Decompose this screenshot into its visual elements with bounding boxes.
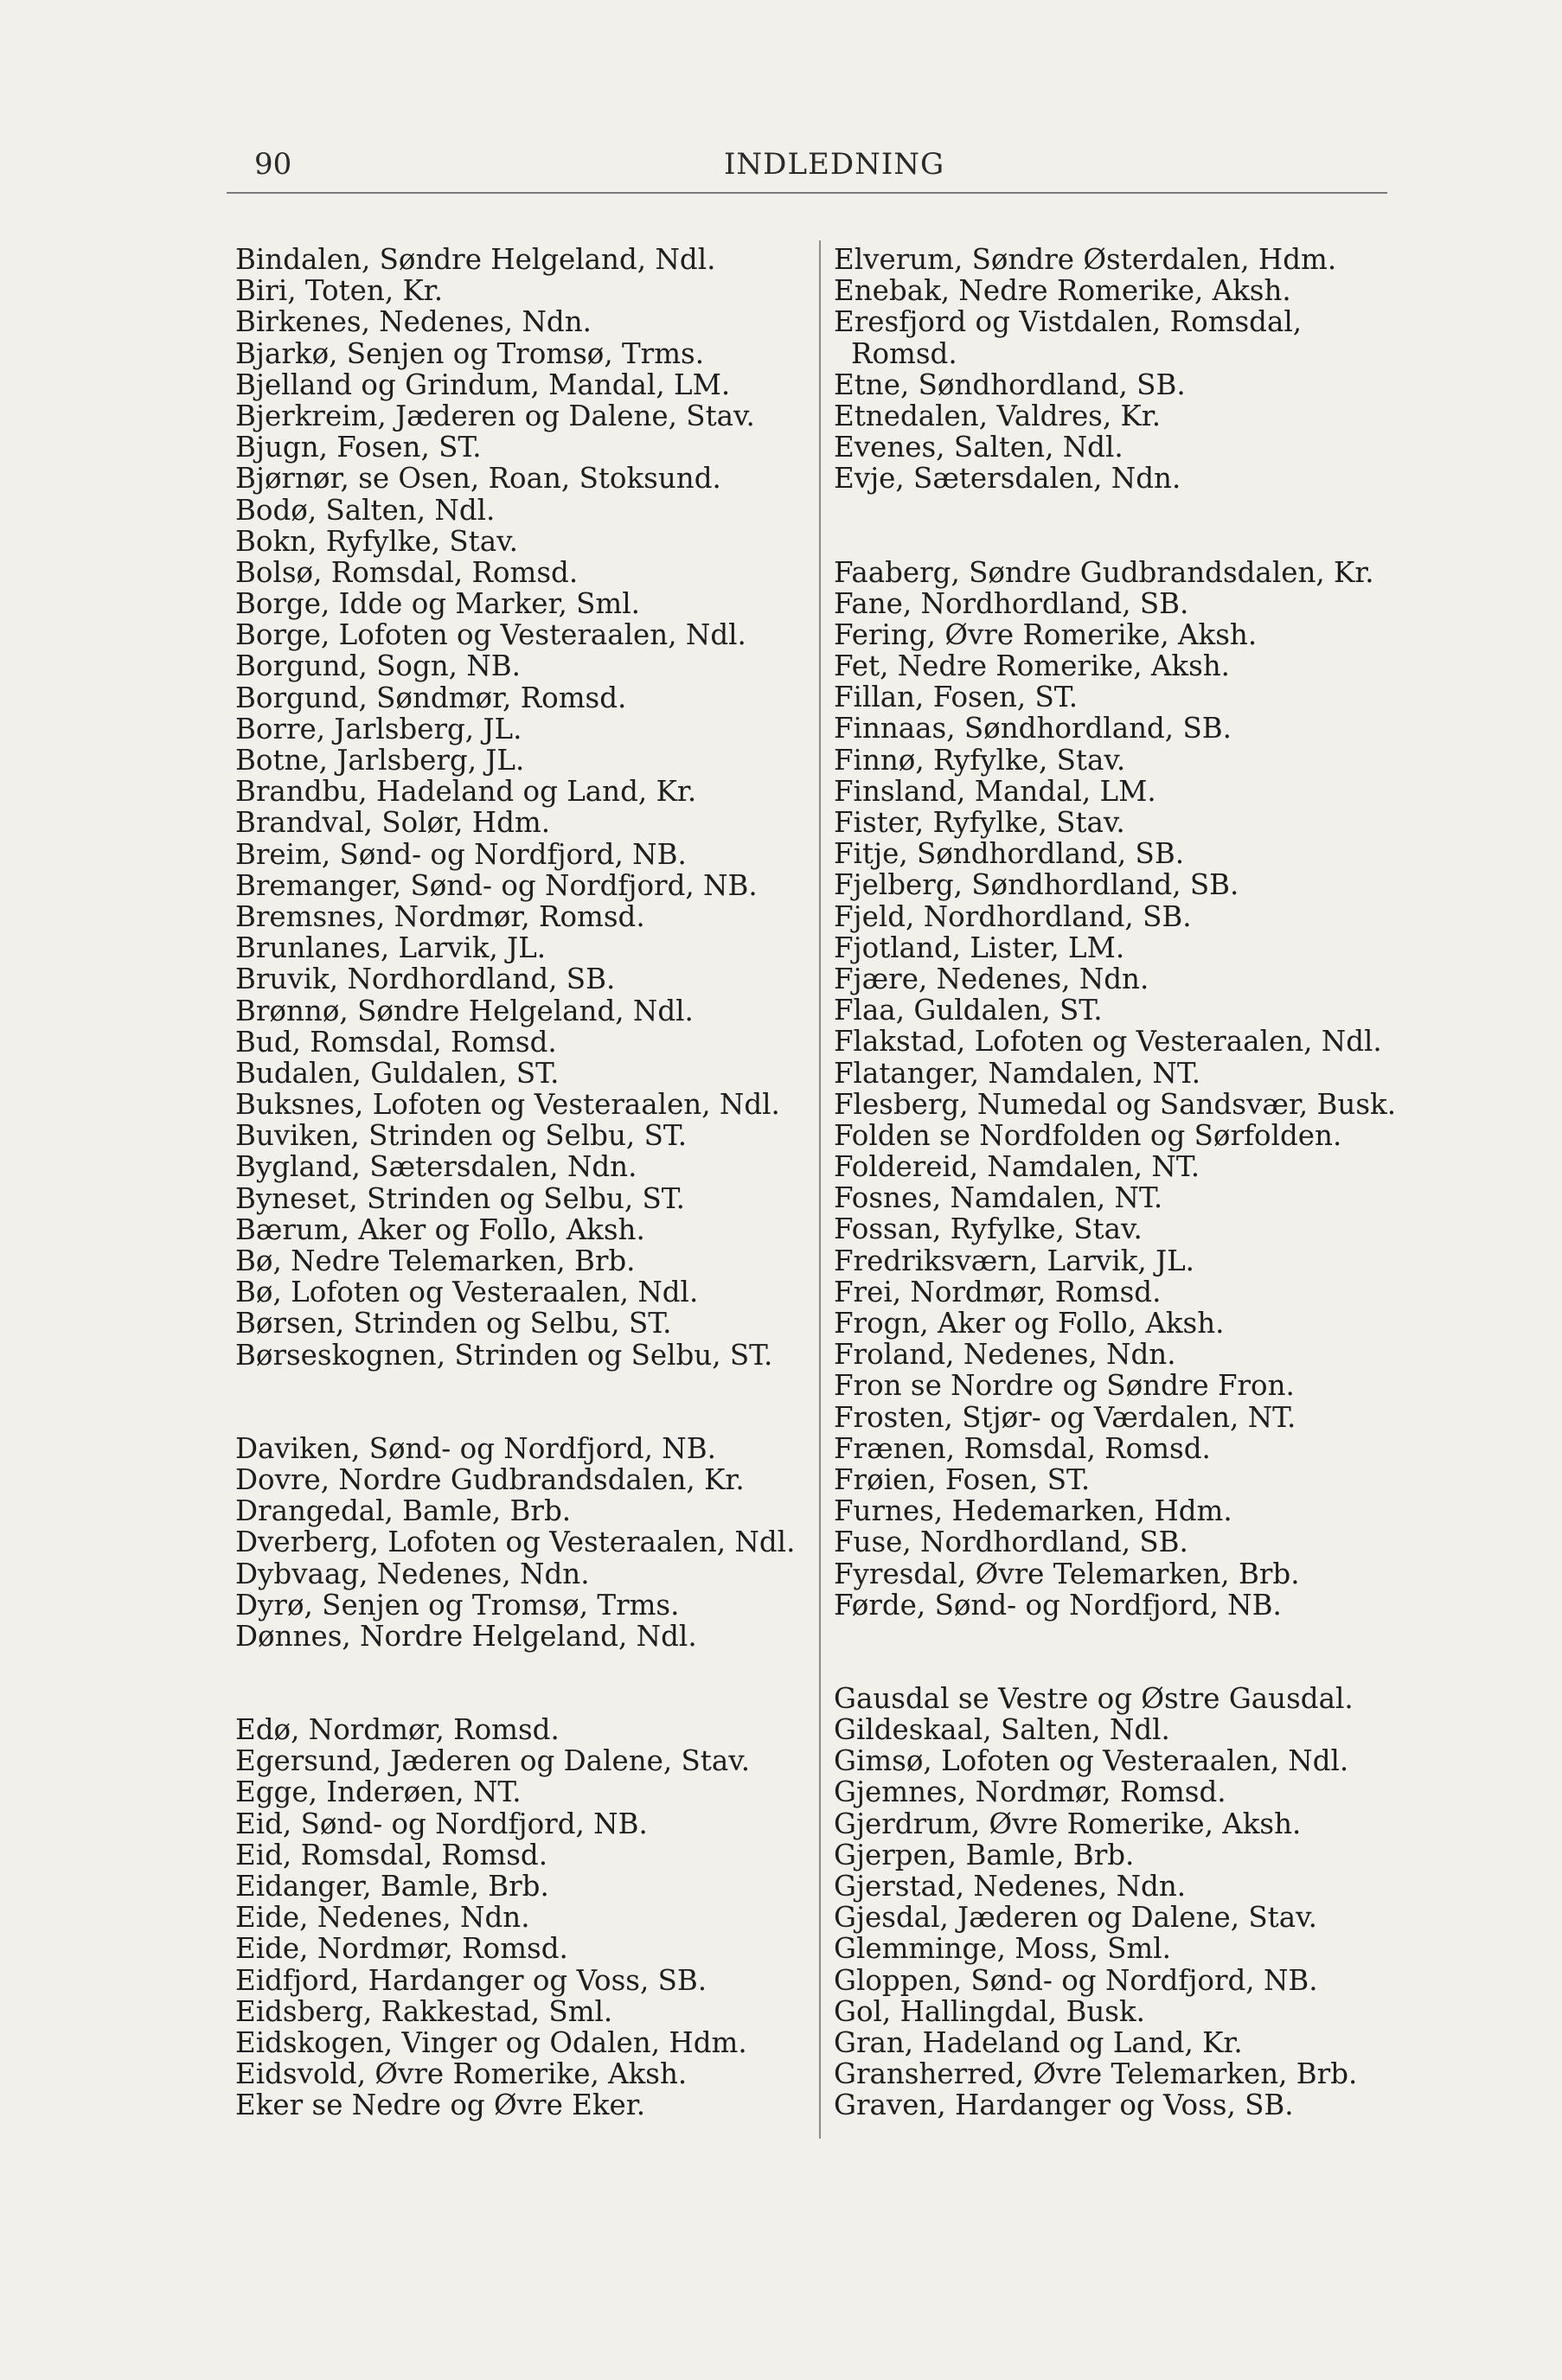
running-title: INDLEDNING: [724, 147, 945, 182]
index-entry: Eidskogen, Vinger og Odalen, Hdm.: [235, 2025, 747, 2059]
index-entry: Fjotland, Lister, LM.: [834, 931, 1125, 964]
index-entry: Fuse, Nordhordland, SB.: [834, 1526, 1188, 1559]
index-entry: Byneset, Strinden og Selbu, ST.: [235, 1181, 686, 1215]
index-entry: Finsland, Mandal, LM.: [834, 774, 1156, 808]
index-entry: Brunlanes, Larvik, JL.: [235, 931, 547, 965]
index-entry: Bjugn, Fosen, ST.: [235, 431, 482, 464]
index-entry: Dovre, Nordre Gudbrandsdalen, Kr.: [235, 1462, 745, 1496]
index-entry: Foldereid, Namdalen, NT.: [834, 1150, 1200, 1184]
index-entry: Elverum, Søndre Østerdalen, Hdm.: [834, 243, 1337, 276]
index-entry: Biri, Toten, Kr.: [235, 274, 444, 308]
index-entry: Gloppen, Sønd- og Nordfjord, NB.: [834, 1963, 1318, 1997]
right-column: [834, 244, 1396, 2121]
index-entry: Eresfjord og Vistdalen, Romsdal,: [834, 305, 1303, 339]
index-entry: Flaa, Guldalen, ST.: [834, 994, 1103, 1027]
index-entry: Fillan, Fosen, ST.: [834, 681, 1079, 714]
index-entry: Eidanger, Bamle, Brb.: [235, 1870, 549, 1903]
index-entry: Frogn, Aker og Follo, Aksh.: [834, 1307, 1225, 1340]
index-entry: Frei, Nordmør, Romsd.: [834, 1275, 1162, 1308]
index-entry: Brandval, Solør, Hdm.: [235, 806, 551, 840]
index-entry: Børseskognen, Strinden og Selbu, ST.: [235, 1338, 773, 1372]
index-entry: Fosnes, Namdalen, NT.: [834, 1181, 1163, 1215]
index-entry: Frosten, Stjør- og Værdalen, NT.: [834, 1400, 1296, 1434]
index-entry: Frøien, Fosen, ST.: [834, 1462, 1091, 1496]
index-entry: Fjelberg, Søndhordland, SB.: [834, 868, 1239, 902]
column-divider: [819, 240, 821, 2139]
index-entry: Fjære, Nedenes, Ndn.: [834, 962, 1149, 995]
index-entry: Borge, Lofoten og Vesteraalen, Ndl.: [235, 618, 746, 652]
index-entry: Drangedal, Bamle, Brb.: [235, 1494, 572, 1528]
index-entry: Finnaas, Søndhordland, SB.: [834, 712, 1232, 745]
index-entry: Faaberg, Søndre Gudbrandsdalen, Kr.: [834, 555, 1374, 589]
index-entry: Breim, Sønd- og Nordfjord, NB.: [235, 837, 687, 871]
index-entry: Romsd.: [851, 336, 957, 370]
index-entry: Evenes, Salten, Ndl.: [834, 431, 1123, 464]
index-entry: Enebak, Nedre Romerike, Aksh.: [834, 274, 1291, 308]
page-header: [227, 147, 1387, 194]
index-entry: Gjemnes, Nordmør, Romsd.: [834, 1775, 1226, 1809]
index-entry: Buviken, Strinden og Selbu, ST.: [235, 1119, 688, 1153]
index-entry: Birkenes, Nedenes, Ndn.: [235, 305, 592, 339]
index-entry: Bodø, Salten, Ndl.: [235, 493, 496, 527]
entry-group: [235, 244, 795, 1371]
index-entry: Bremsnes, Nordmør, Romsd.: [235, 899, 645, 933]
index-entry: Gjerstad, Nedenes, Ndn.: [834, 1870, 1187, 1903]
index-entry: Eidsberg, Rakkestad, Sml.: [235, 1994, 613, 2028]
index-entry: Graven, Hardanger og Voss, SB.: [834, 2089, 1294, 2122]
entry-group: [235, 1433, 795, 1652]
index-entry: Botne, Jarlsberg, JL.: [235, 744, 525, 777]
index-entry: Fyresdal, Øvre Telemarken, Brb.: [834, 1557, 1300, 1590]
page-number: 90: [254, 147, 292, 182]
index-entry: Dønnes, Nordre Helgeland, Ndl.: [235, 1619, 697, 1653]
index-entry: Froland, Nedenes, Ndn.: [834, 1338, 1176, 1372]
left-column: [235, 244, 795, 2121]
index-entry: Bud, Romsdal, Romsd.: [235, 1025, 557, 1059]
index-entry: Etnedalen, Valdres, Kr.: [834, 399, 1162, 432]
index-entry: Flatanger, Namdalen, NT.: [834, 1056, 1201, 1090]
index-entry: Etne, Søndhordland, SB.: [834, 368, 1186, 401]
index-entry: Bjelland og Grindum, Mandal, LM.: [235, 368, 731, 401]
index-entry: Gol, Hallingdal, Busk.: [834, 1994, 1145, 2028]
index-entry: Eker se Nedre og Øvre Eker.: [235, 2089, 646, 2122]
index-entry: Gjerdrum, Øvre Romerike, Aksh.: [834, 1807, 1302, 1840]
index-entry: Budalen, Guldalen, ST.: [235, 1056, 560, 1090]
index-entry: Brønnø, Søndre Helgeland, Ndl.: [235, 994, 694, 1027]
index-entry: Flakstad, Lofoten og Vesteraalen, Ndl.: [834, 1025, 1382, 1059]
index-entry: Fister, Ryfylke, Stav.: [834, 806, 1125, 839]
entry-group: [834, 557, 1396, 1621]
index-entry: Bø, Nedre Telemarken, Brb.: [235, 1244, 636, 1277]
index-entry: Eid, Sønd- og Nordfjord, NB.: [235, 1807, 648, 1840]
index-entry: Dybvaag, Nedenes, Ndn.: [235, 1557, 590, 1590]
index-entry: Edø, Nordmør, Romsd.: [235, 1713, 560, 1747]
index-entry: Eidsvold, Øvre Romerike, Aksh.: [235, 2057, 688, 2091]
index-entry: Førde, Sønd- og Nordfjord, NB.: [834, 1588, 1282, 1622]
index-entry: Flesberg, Numedal og Sandsvær, Busk.: [834, 1087, 1397, 1121]
index-entry: Fjeld, Nordhordland, SB.: [834, 899, 1192, 933]
index-entry: Fane, Nordhordland, SB.: [834, 586, 1189, 620]
index-entry: Glemminge, Moss, Sml.: [834, 1932, 1171, 1966]
index-entry: Bindalen, Søndre Helgeland, Ndl.: [235, 243, 716, 276]
index-entry: Fredriksværn, Larvik, JL.: [834, 1244, 1195, 1277]
index-entry: Furnes, Hedemarken, Hdm.: [834, 1494, 1232, 1528]
entry-group: [235, 1714, 795, 2121]
index-entry: Egersund, Jæderen og Dalene, Stav.: [235, 1744, 751, 1778]
entry-group: [834, 1683, 1396, 2121]
index-entry: Bokn, Ryfylke, Stav.: [235, 524, 518, 558]
index-entry: Fet, Nedre Romerike, Aksh.: [834, 649, 1231, 683]
index-entry: Brandbu, Hadeland og Land, Kr.: [235, 775, 697, 809]
index-entry: Fron se Nordre og Søndre Fron.: [834, 1369, 1295, 1403]
index-entry: Gildeskaal, Salten, Ndl.: [834, 1713, 1170, 1747]
index-entry: Gausdal se Vestre og Østre Gausdal.: [834, 1681, 1354, 1715]
index-entry: Dyrø, Senjen og Tromsø, Trms.: [235, 1588, 680, 1622]
index-entry: Borre, Jarlsberg, JL.: [235, 712, 522, 745]
index-entry: Gjesdal, Jæderen og Dalene, Stav.: [834, 1901, 1317, 1935]
index-entry: Bærum, Aker og Follo, Aksh.: [235, 1212, 645, 1246]
index-entry: Bjarkø, Senjen og Tromsø, Trms.: [235, 336, 705, 370]
index-entry: Bruvik, Nordhordland, SB.: [235, 963, 616, 996]
index-entry: Bolsø, Romsdal, Romsd.: [235, 555, 579, 589]
entry-group: [834, 244, 1396, 495]
index-entry: Bremanger, Sønd- og Nordfjord, NB.: [235, 868, 758, 902]
index-entry: Folden se Nordfolden og Sørfolden.: [834, 1118, 1342, 1152]
index-entry: Buksnes, Lofoten og Vesteraalen, Ndl.: [235, 1088, 780, 1122]
index-entry: Gransherred, Øvre Telemarken, Brb.: [834, 2057, 1358, 2091]
index-entry: Eide, Nedenes, Ndn.: [235, 1901, 530, 1935]
index-entry: Evje, Sætersdalen, Ndn.: [834, 462, 1181, 496]
index-entry: Bjerkreim, Jæderen og Dalene, Stav.: [235, 399, 755, 432]
index-entry: Børsen, Strinden og Selbu, ST.: [235, 1307, 672, 1340]
index-entry: Bø, Lofoten og Vesteraalen, Ndl.: [235, 1276, 699, 1309]
index-entry: Daviken, Sønd- og Nordfjord, NB.: [235, 1431, 716, 1465]
index-entry: Fering, Øvre Romerike, Aksh.: [834, 617, 1258, 651]
index-entry: Eide, Nordmør, Romsd.: [235, 1932, 568, 1966]
index-entry: Gimsø, Lofoten og Vesteraalen, Ndl.: [834, 1744, 1349, 1778]
index-entry: Gjerpen, Bamle, Brb.: [834, 1838, 1135, 1871]
index-entry: Dverberg, Lofoten og Vesteraalen, Ndl.: [235, 1526, 796, 1559]
index-entry: Borgund, Søndmør, Romsd.: [235, 681, 627, 714]
index-entry: Eid, Romsdal, Romsd.: [235, 1838, 548, 1871]
index-entry: Fossan, Ryfylke, Stav.: [834, 1212, 1143, 1246]
index-entry: Bygland, Sætersdalen, Ndn.: [235, 1150, 637, 1184]
index-entry: Borgund, Sogn, NB.: [235, 649, 521, 683]
index-entry: Frænen, Romsdal, Romsd.: [834, 1431, 1211, 1465]
index-entry: Bjørnør, se Osen, Roan, Stoksund.: [235, 462, 721, 496]
index-entry: Borge, Idde og Marker, Sml.: [235, 587, 640, 621]
index-entry: Finnø, Ryfylke, Stav.: [834, 743, 1126, 777]
index-entry: Egge, Inderøen, NT.: [235, 1775, 522, 1809]
index-entry: Gran, Hadeland og Land, Kr.: [834, 2025, 1243, 2059]
index-entry: Fitje, Søndhordland, SB.: [834, 837, 1185, 871]
index-entry: Eidfjord, Hardanger og Voss, SB.: [235, 1963, 707, 1997]
